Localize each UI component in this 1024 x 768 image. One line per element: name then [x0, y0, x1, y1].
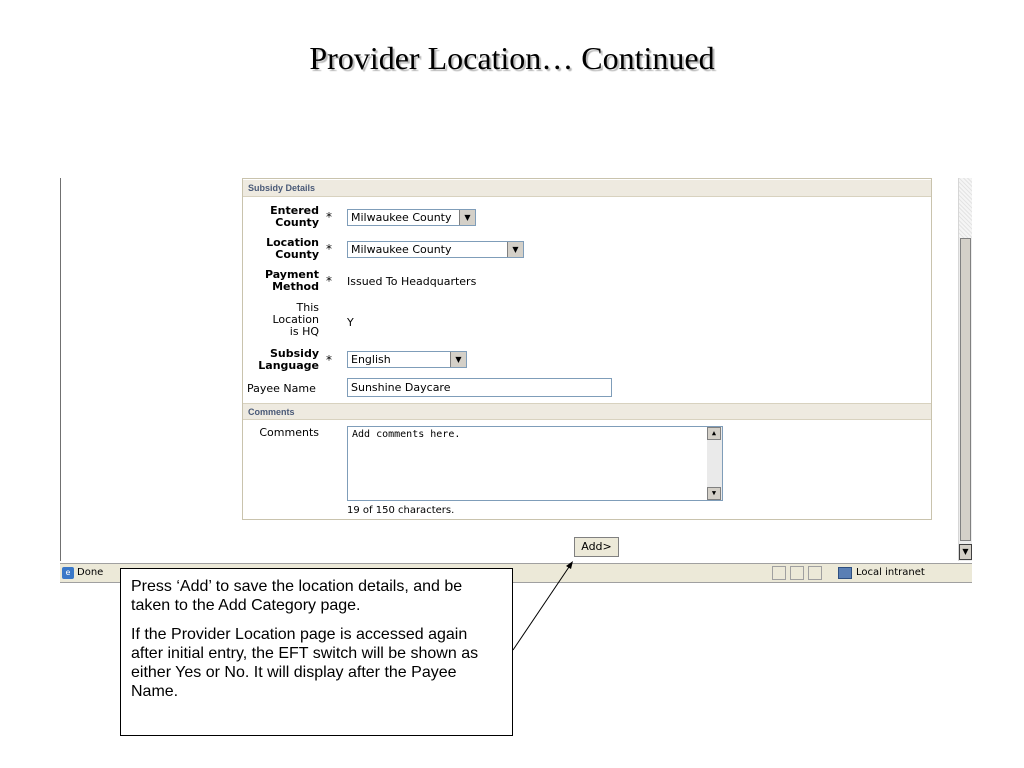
scroll-down-icon[interactable]: ▼	[959, 544, 972, 560]
status-text: Done	[77, 567, 104, 578]
location-is-hq-value: Y	[347, 316, 354, 329]
callout-line	[513, 564, 571, 650]
comments-label: Comments	[259, 426, 319, 439]
location-county-label: Location County	[266, 236, 319, 261]
location-is-hq-label-text: This Location is HQ	[272, 301, 319, 338]
slide-title: Provider Location… Continued	[309, 40, 715, 76]
dropdown-arrow-icon[interactable]: ▼	[459, 210, 475, 225]
scroll-up-icon[interactable]: ▲	[707, 427, 721, 440]
add-button[interactable]: Add>	[574, 537, 619, 557]
payee-name-label: Payee Name	[247, 382, 316, 395]
required-marker: *	[326, 274, 332, 288]
entered-county-label: Entered County	[270, 204, 319, 229]
comments-char-count: 19 of 150 characters.	[347, 505, 455, 516]
location-county-value: Milwaukee County	[351, 243, 452, 256]
callout-box	[120, 568, 513, 736]
dropdown-arrow-icon[interactable]: ▼	[450, 352, 466, 367]
payee-name-input[interactable]: Sunshine Daycare	[347, 378, 612, 397]
comments-value: Add comments here.	[352, 429, 461, 440]
subsidy-language-label: Subsidy Language	[258, 347, 319, 372]
section-header-comments: Comments	[243, 403, 931, 420]
zone-text: Local intranet	[856, 567, 925, 578]
callout-paragraph-2: If the Provider Location page is accessed again after initial entry, the EFT switch will be shown as either Yes or No. It will display after the Payee Name.	[131, 626, 479, 700]
required-marker: *	[326, 242, 332, 256]
callout-arrowhead	[566, 561, 573, 569]
scroll-down-icon[interactable]: ▼	[707, 487, 721, 500]
dropdown-arrow-icon[interactable]: ▼	[507, 242, 523, 257]
subsidy-language-value: English	[351, 353, 391, 366]
entered-county-value: Milwaukee County	[351, 211, 452, 224]
ie-page-icon: e	[62, 567, 74, 579]
callout-paragraph-1: Press ‘Add’ to save the location details, and be taken to the Add Category page.	[131, 578, 463, 614]
payment-method-label: Payment Method	[264, 268, 319, 293]
required-marker: *	[326, 353, 332, 367]
required-marker: *	[326, 210, 332, 224]
section-header-subsidy-details: Subsidy Details	[243, 180, 931, 197]
payment-method-value: Issued To Headquarters	[347, 275, 477, 288]
